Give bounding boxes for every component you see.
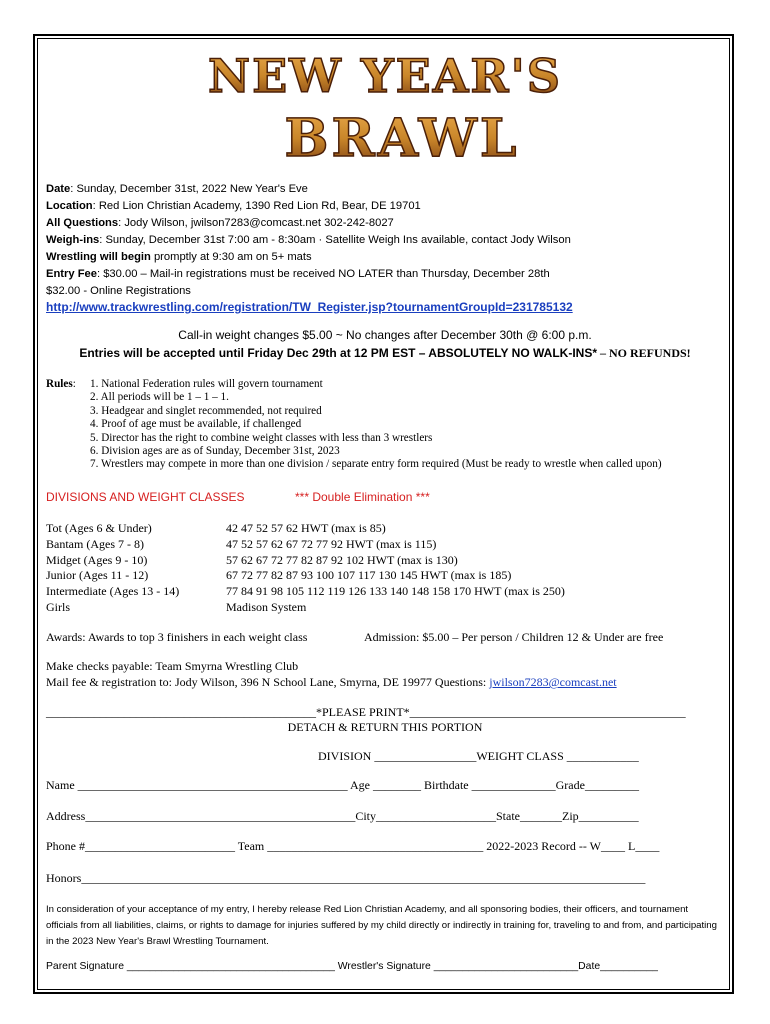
division-name: Tot (Ages 6 & Under) [46,521,152,535]
email-link[interactable]: jwilson7283@comcast.net [489,675,617,689]
elimination-heading: *** Double Elimination *** [295,490,430,504]
mail-text: Mail fee & registration to: Jody Wilson, 396 N School Lane, Smyrna, DE 19977 Questions: jwilson7283@comcast.net [46,675,617,689]
name-field[interactable]: Name _____________________________________________ Age ________ Birthdate ______________Grade_________ [46,778,639,792]
rules-label: Rules: [46,378,76,390]
questions-line: All Questions: Jody Wilson, jwilson7283@comcast.net 302-242-8027 [46,217,394,229]
rule-item: 4. Proof of age must be available, if challenged [90,418,302,431]
checks-text: Make checks payable: Team Smyrna Wrestling Club [46,659,299,673]
rule-item: 3. Headgear and singlet recommended, not required [90,404,322,417]
entry-fee-line: Entry Fee: $30.00 – Mail-in registrations must be received NO LATER than Thursday, December 28th [46,268,550,280]
division-field[interactable]: DIVISION _________________WEIGHT CLASS ____________ [318,749,639,763]
division-weights-row: 47 52 57 62 67 72 77 92 HWT (max is 115) [226,536,437,551]
phone-field[interactable]: Phone #_________________________ Team ____________________________________ 2022-2023 Record -- W____ L____ [46,839,660,853]
release-text: In consideration of your acceptance of my entry, I hereby release Red Lion Christian Academy, and all sponsoring bodies, their officers, and tournament officials from all liabilities, claims, or rights to damage for injuries suffered by my child directly or indirectly in training for, traveling to and from, and participating in the 2023 New Year's Brawl Wrestling Tournament. [46,904,717,947]
rules-list [90,378,662,472]
detach-heading: DETACH & RETURN THIS PORTION [287,720,483,734]
address-field[interactable]: Address_____________________________________________City____________________State_______Zip__________ [46,809,639,823]
online-fee-line: $32.00 - Online Registrations [46,285,191,297]
division-name: Bantam (Ages 7 - 8) [46,536,144,551]
please-print-line: _____________________________________________*PLEASE PRINT*______________________________________________ [46,705,686,719]
wrestling-start-line: Wrestling will begin promptly at 9:30 am on 5+ mats [46,251,312,263]
admission-text: Admission: $5.00 – Per person / Children 12 & Under are free [364,630,664,644]
weighins-line: Weigh-ins: Sunday, December 31st 7:00 am - 8:30am · Satellite Weigh Ins available, contact Jody Wilson [46,234,571,246]
signature-line[interactable]: Parent Signature ____________________________________ Wrestler's Signature _________________________Date__________ [46,961,658,972]
division-name: Girls [46,599,70,614]
location-line: Location: Red Lion Christian Academy, 1390 Red Lion Rd, Bear, DE 19701 [46,200,421,212]
date-line: Date: Sunday, December 31st, 2022 New Year's Eve [46,183,308,195]
division-weights-row: 77 84 91 98 105 112 119 126 133 140 148 158 170 HWT (max is 250) [226,584,565,599]
division-weights-row: 42 47 52 57 62 HWT (max is 85) [226,521,386,535]
title-logo [150,48,620,168]
division-name: Intermediate (Ages 13 - 14) [46,584,180,599]
division-name: Junior (Ages 11 - 12) [46,568,149,583]
entries-notice: Entries will be accepted until Friday Dec 29th at 12 PM EST – ABSOLUTELY NO WALK-INS* – NO REFUNDS! [79,346,691,360]
title-line2: BRAWL [284,108,520,168]
rule-item: 6. Division ages are as of Sunday, December 31st, 2023 [90,444,340,457]
honors-field[interactable]: Honors______________________________________________________________________________________________ [46,871,646,885]
awards-text: Awards: Awards to top 3 finishers in each weight class [46,630,308,644]
rule-item: 7. Wrestlers may compete in more than one division / separate entry form required (Must be ready to wrestle when called upon) [90,458,662,471]
division-weights-row: Madison System [226,599,307,614]
divisions-heading: DIVISIONS AND WEIGHT CLASSES [46,490,245,504]
registration-link[interactable]: http://www.trackwrestling.com/registration/TW_Register.jsp?tournamentGroupId=231785132 [46,300,573,314]
callin-notice: Call-in weight changes $5.00 ~ No changes after December 30th @ 6:00 p.m. [178,328,592,342]
title-line1: NEW YEAR'S [208,49,562,103]
division-names [46,521,179,616]
rule-item: 1. National Federation rules will govern tournament [90,378,323,390]
rule-item: 5. Director has the right to combine weight classes with less than 3 wrestlers [90,431,433,444]
division-weights-row: 67 72 77 82 87 93 100 107 117 130 145 HWT (max is 185) [226,568,512,583]
division-weights [226,521,565,616]
division-name: Midget (Ages 9 - 10) [46,552,148,567]
rule-item: 2. All periods will be 1 – 1 – 1. [90,391,229,404]
division-weights-row: 57 62 67 72 77 82 87 92 102 HWT (max is 130) [226,552,458,567]
